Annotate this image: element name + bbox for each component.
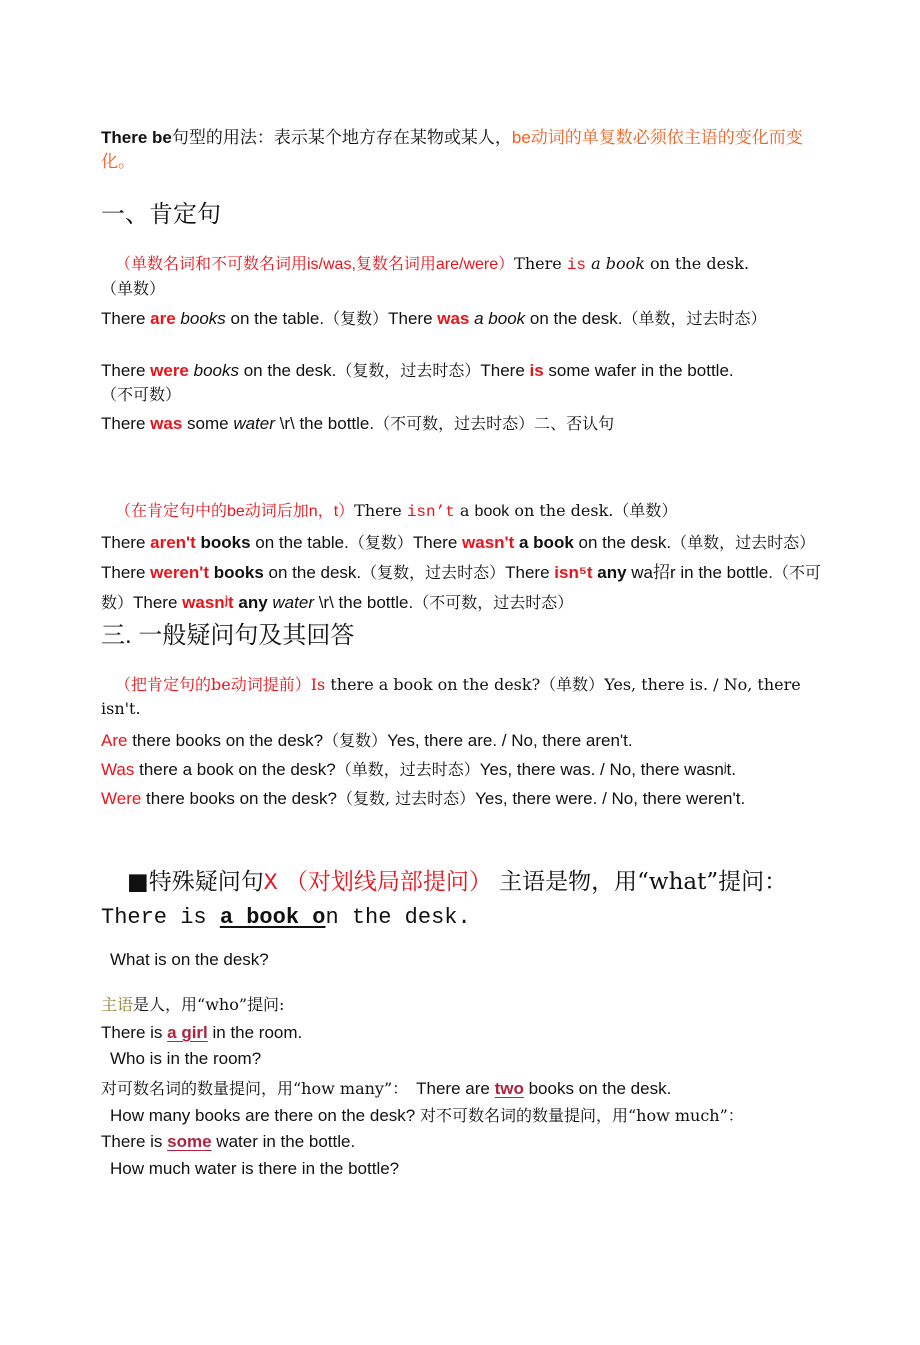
affirmative-paragraph-4 [101, 412, 821, 436]
s3-c: on the desk. [525, 309, 623, 328]
n3-note: （单数，过去时态） [671, 533, 816, 552]
q4-note: （复数, 过去时态） [336, 789, 476, 808]
ex2-b: in the room. [207, 1023, 303, 1042]
ex1-b: n the desk. [325, 905, 471, 930]
n3-c: on the desk. [573, 533, 672, 552]
q3-rest: there a book on the desk? [134, 760, 336, 779]
n4-c: on the desk. [263, 563, 362, 582]
n4-b: books [213, 563, 264, 582]
q4-rest: there books on the desk? [141, 789, 337, 808]
s6-verb: was [150, 414, 183, 433]
n1-d: on the desk. [509, 501, 614, 520]
section-affirmative-title: 一、肯定句 [101, 201, 221, 228]
s4-c: on the desk. [239, 361, 337, 380]
person-rule [101, 993, 821, 1017]
special-question-title: 特殊疑问句 [148, 869, 264, 895]
n3-b: a book [519, 533, 574, 552]
n2-verb: aren't [150, 533, 196, 552]
negative-paragraph-1 [101, 499, 821, 524]
n6-c: water [272, 593, 314, 612]
s3-note: （单数，过去时态） [622, 309, 767, 328]
s2-a: There [101, 309, 151, 328]
s6-d: \r\ the bottle. [274, 414, 375, 433]
n4-a: There [101, 563, 151, 582]
s4-b: books [193, 361, 239, 380]
n6-note: （不可数，过去时态） [413, 593, 574, 612]
q2-verb: Are [101, 731, 128, 750]
ex2-a: There is [101, 1023, 168, 1042]
n6-b: any [238, 593, 268, 612]
ex4-b: water in the bottle. [211, 1132, 356, 1151]
n5-b: any [597, 563, 627, 582]
s6-note: （不可数，过去时态） [374, 414, 535, 433]
section-question-title: 三. 一般疑问句及其回答 [101, 622, 355, 649]
n1-c: book [474, 503, 510, 520]
s6-c: some [182, 414, 234, 433]
question-line-3 [101, 755, 821, 784]
intro-bold: There be [101, 128, 172, 147]
s5-a: There [480, 361, 530, 380]
ex4-underlined: some [167, 1132, 212, 1151]
section-negative-title: 二、否认句 [534, 414, 615, 433]
n6-d: \r\ the bottle. [313, 593, 414, 612]
question-how-much: How much water is there in the bottle? [110, 1159, 400, 1178]
q1-verb: Is [310, 675, 326, 694]
s3-verb: was [437, 309, 470, 328]
s2-verb: are [150, 309, 176, 328]
s5-c: some wafer in the bottle. [543, 361, 734, 380]
s2-c: on the table. [225, 309, 325, 328]
s4-verb: were [150, 361, 189, 380]
s5-note: （不可数） [101, 385, 182, 404]
example-girl [101, 1021, 821, 1045]
s4-a: There [101, 361, 151, 380]
n5-note: （不可数） [101, 563, 822, 612]
question-how-many: How many books are there on the desk? [110, 1106, 416, 1125]
s1-a: There [514, 254, 567, 273]
s3-a: There [388, 309, 438, 328]
q1-rest: there a book on the desk? [325, 675, 541, 694]
n2-a: There [101, 533, 151, 552]
question-line-4 [101, 784, 821, 813]
s2-note: （复数） [324, 309, 389, 328]
n4-verb: weren't [150, 563, 209, 582]
square-bullet-icon: ■ [127, 869, 149, 895]
n1-note: （单数） [613, 501, 678, 520]
question-rule: （把肯定句的be动词提前） [115, 675, 311, 694]
intro-highlight: be动词的单复数必须依主语的变化而变化。 [101, 128, 803, 171]
q2-answer: Yes, there are. / No, there aren't. [387, 731, 633, 750]
special-question-heading [101, 866, 821, 934]
affirmative-rule: （单数名词和不可数名词用is/was,复数名词用are/were） [115, 256, 515, 273]
special-question-lead: 主语是物，用“what”提问： [499, 869, 788, 895]
ex3-b: books on the desk. [523, 1079, 672, 1098]
uncount-rule-text: 对不可数名词的数量提问，用“how much”： [419, 1106, 744, 1125]
s5-verb: is [529, 361, 544, 380]
count-rule [101, 1077, 821, 1101]
n6-verb: wasnʲt [182, 593, 234, 612]
q3-answer: Yes, there was. / No, there wasnʲt. [479, 760, 736, 779]
q4-answer: Yes, there were. / No, there weren't. [475, 789, 746, 808]
ex3-underlined: two [494, 1079, 524, 1098]
s3-b: a book [474, 309, 526, 328]
ex2-underlined: a girl [167, 1023, 208, 1042]
q2-rest: there books on the desk? [127, 731, 324, 750]
s1-c: on the desk. [644, 254, 750, 273]
q4-verb: Were [101, 789, 142, 808]
n6-a: There [133, 593, 183, 612]
n5-a: There [505, 563, 555, 582]
question-line-2 [101, 726, 821, 755]
s2-b: books [180, 309, 226, 328]
n3-verb: wasn't [462, 533, 515, 552]
count-rule-text: 对可数名词的数量提问，用“how many”： [101, 1079, 409, 1098]
question-list [101, 726, 821, 813]
ex1-underlined: a book o [219, 905, 326, 930]
n3-a: There [412, 533, 463, 552]
question-what: What is on the desk? [110, 950, 269, 969]
negative-paragraph-2 [101, 528, 821, 618]
q3-verb: Was [101, 760, 135, 779]
intro-paragraph [101, 126, 821, 174]
s1-b: a book [586, 254, 645, 273]
intro-text: 句型的用法：表示某个地方存在某物或某人， [171, 128, 512, 147]
person-rule-subject: 主语 [101, 995, 134, 1014]
negative-rule: （在肯定句中的be动词后加n，t） [115, 503, 355, 520]
s6-a: There [101, 414, 151, 433]
question-who: Who is in the room? [110, 1049, 262, 1068]
affirmative-paragraph-3 [101, 359, 821, 407]
n2-note: （复数） [348, 533, 413, 552]
s6-b: water [233, 414, 275, 433]
ex1-a: There is [101, 905, 220, 930]
person-rule-text: 是人，用“who”提问: [133, 995, 285, 1014]
n1-b: a [454, 501, 475, 520]
ex4-a: There is [101, 1132, 168, 1151]
n2-b: books [200, 533, 251, 552]
q1-note: （单数） [540, 675, 605, 694]
q3-note: （单数，过去时态） [335, 760, 480, 779]
n1-verb: isn’t [406, 503, 455, 521]
n5-c: wa招r in the bottle. [626, 563, 773, 582]
special-question-paren: （对划线局部提问） [284, 869, 492, 895]
n5-verb: isn⁵t [554, 563, 593, 582]
s1-note: （单数） [101, 279, 166, 298]
how-many-paragraph [101, 1103, 821, 1155]
question-paragraph-1 [101, 673, 821, 721]
affirmative-paragraph-2 [101, 307, 821, 331]
special-question-x: X [263, 870, 278, 896]
q2-note: （复数） [323, 731, 388, 750]
n1-a: There [354, 501, 407, 520]
affirmative-paragraph-1 [101, 252, 821, 302]
s4-note: （复数，过去时态） [336, 361, 481, 380]
n2-c: on the table. [250, 533, 349, 552]
s1-verb: is [566, 256, 587, 274]
ex3-a: There are [416, 1079, 495, 1098]
q1-answer: Yes, there is. / No, there isn't. [101, 675, 801, 718]
n4-note: （复数，过去时态） [361, 563, 506, 582]
